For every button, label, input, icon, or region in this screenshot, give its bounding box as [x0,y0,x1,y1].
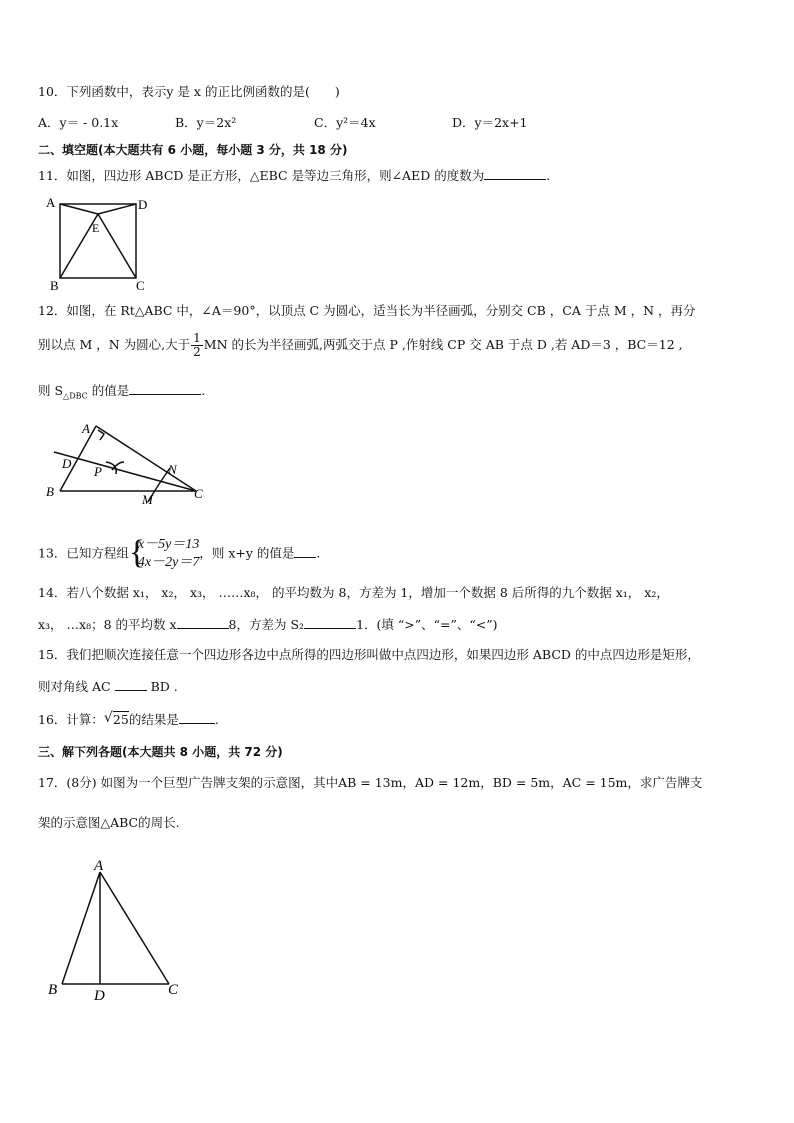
q16-radicand: 25 [112,712,129,727]
q14-line2 [38,616,498,633]
q13-equation-2: 4x－2y＝7 [137,555,200,570]
q12-fraction [191,332,203,359]
q15-line2 [38,678,178,695]
q13-stem: 13．已知方程组 [38,545,129,561]
q17-label-d: D [94,988,105,1004]
q16-period: . [214,712,219,727]
q15-line2-b: BD . [150,679,178,694]
q16-sqrt: √ 25 [103,710,129,727]
q17-line1: 17．(8分) 如图为一个巨型广告牌支架的示意图，其中AB = 13m，AD = 12m，BD = 5m，AC = 15m，求广告牌支 [38,775,703,790]
q13-equation-1: x－5y＝13 [137,537,200,552]
q17-label-c: C [168,982,179,998]
q13-period: . [316,545,321,561]
q12-line3 [38,382,205,405]
q16-stem-b: 的结果是 [128,712,179,727]
q11-answer-blank[interactable] [484,167,546,180]
q17-line2: 架的示意图△ABC的周长. [38,815,180,830]
q10-option-d[interactable]: D．y＝2x+1 [452,115,528,130]
q12-figure-triangle [44,416,214,508]
q12-line3-b: 的值是 [87,383,130,398]
q14-line2-a: x₃， …x₈；8 的平均数 x [38,617,177,632]
q15-answer-blank[interactable] [115,678,147,691]
q16-text [38,711,219,728]
q13-text [38,536,320,572]
q12-s-symbol: 则 S [38,383,64,398]
q14-mean-blank[interactable] [177,616,229,629]
q13-answer-blank[interactable] [294,545,316,558]
q12-frac-num: 1 [193,331,201,345]
q12-label-m: M [142,492,153,507]
q12-label-a: A [82,421,90,436]
q11-label-e: E [92,221,100,235]
q10-stem: 10．下列函数中，表示y 是 x 的正比例函数的是( ) [38,84,340,99]
q16-stem: 16．计算： [38,712,104,727]
section-heading-solve: 三、解下列各题(本大题共 8 小题，共 72 分) [38,745,283,759]
q12-line2-a: 别以点 M ，N 为圆心,大于 [38,337,191,352]
q17-figure-triangle [44,854,194,1004]
q12-label-c: C [194,486,203,501]
section-heading-fill-in: 二、填空题(本大题共有 6 小题，每小题 3 分，共 18 分) [38,143,348,157]
q11-label-d: D [138,197,148,212]
q16-answer-blank[interactable] [179,711,215,724]
q11-period: . [546,168,551,183]
q12-line1: 12．如图，在 Rt△ABC 中，∠A＝90°，以顶点 C 为圆心，适当长为半径画弧，分别交 CB ，CA 于点 M ，N ，再分 [38,303,696,318]
q13-equation-system: { x－5y＝13 4x－2y＝7 [128,534,200,571]
q12-label-d: D [62,456,72,471]
q11-label-b: B [50,278,59,292]
q12-line2 [38,332,683,359]
q10-option-a[interactable]: A．y＝ - 0.1x [38,115,119,130]
q11-label-c: C [136,278,145,292]
q12-s-subscript: △DBC [63,391,88,401]
q12-answer-blank[interactable] [129,382,201,395]
q12-line2-b: MN 的长为半径画弧,两弧交于点 P ,作射线 CP 交 AB 于点 D ,若 AD＝3 ，BC＝12 , [203,337,683,352]
q10-option-b[interactable]: B．y＝2x² [175,115,237,130]
q12-label-n: N [168,462,177,477]
q11-label-a: A [46,195,56,210]
q11-figure-square [40,192,160,292]
q15-line1: 15．我们把顺次连接任意一个四边形各边中点所得的四边形叫做中点四边形，如果四边形 ABCD 的中点四边形是矩形， [38,647,700,662]
q15-line2-a: 则对角线 AC [38,679,111,694]
q12-period: . [201,383,206,398]
q17-label-a: A [94,858,104,874]
q14-line2-b: 8，方差为 S₂ [228,617,305,632]
q14-line1: 14．若八个数据 x₁， x₂， x₃， ……x₈， 的平均数为 8，方差为 1，增加一个数据 8 后所得的九个数据 x₁， x₂， [38,585,669,600]
q11-text [38,167,550,184]
q12-label-p: P [94,464,102,479]
q12-label-b: B [46,484,54,499]
q17-label-b: B [48,982,58,998]
q13-stem-b: ，则 x+y 的值是 [199,545,295,561]
q10-options [38,115,598,131]
q11-stem: 11．如图，四边形 ABCD 是正方形，△EBC 是等边三角形，则∠AED 的度数为 [38,168,485,183]
q10-option-c[interactable]: C．y²＝4x [314,115,376,130]
q14-variance-blank[interactable] [304,616,356,629]
q12-frac-den: 2 [193,345,201,359]
q14-line2-c: 1．(填 “>”、“=”、“<”) [356,617,498,632]
